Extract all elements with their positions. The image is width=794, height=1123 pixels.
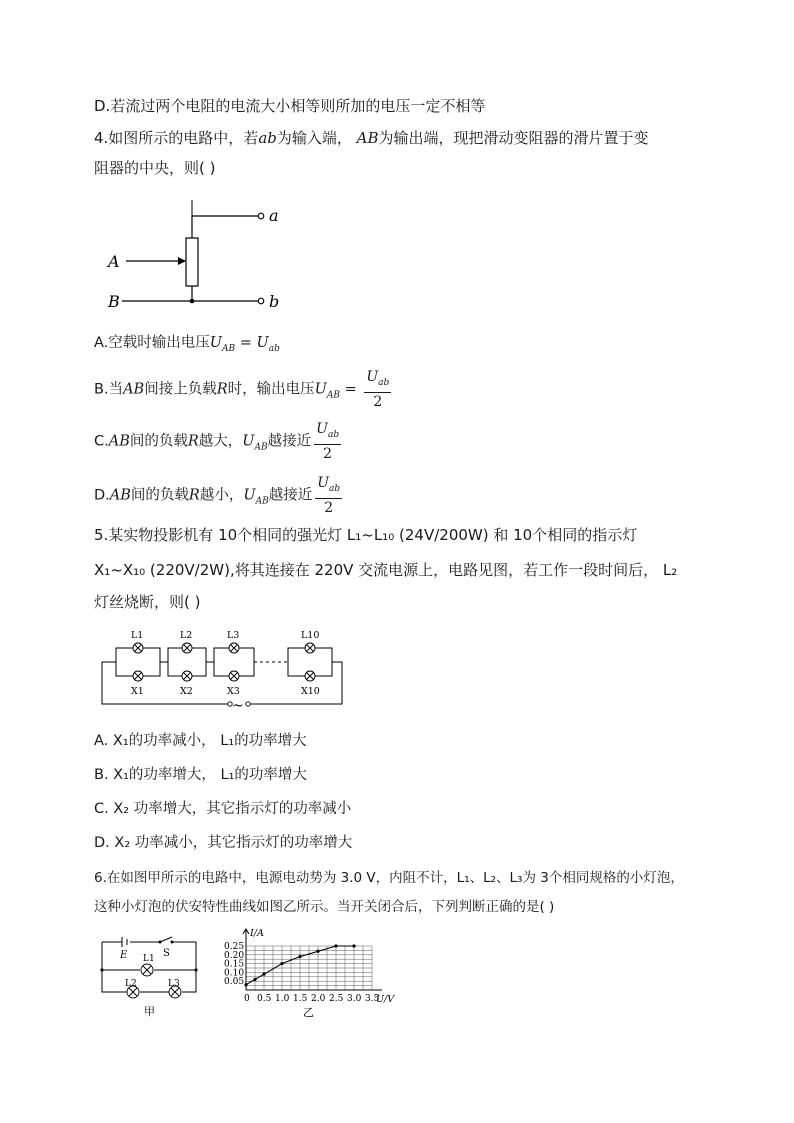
data-point xyxy=(352,944,355,947)
q5-stem-line3: 灯丝烧断，则( ) xyxy=(94,593,201,611)
q5-label-X10: X10 xyxy=(301,686,320,697)
q5-stem-line2: X₁~X₁₀ (220V/2W),将其连接在 220V 交流电源上，电路见图，若工作一段时间后， L₂ xyxy=(94,561,678,579)
q4-circuit-figure xyxy=(100,200,300,315)
q4-sub-ab: AB xyxy=(222,344,236,354)
q6-label-E: E xyxy=(120,950,128,961)
q5-label-X3: X3 xyxy=(227,686,240,697)
q4-sub-ab-lower: ab xyxy=(327,430,340,440)
q4-option-d-mid: 间的负载 xyxy=(130,487,189,504)
q4-fraction xyxy=(315,474,342,517)
q4-option-d xyxy=(94,474,342,517)
q6-iv-chart xyxy=(222,928,402,1023)
q4-stem-line1 xyxy=(94,128,649,148)
data-point xyxy=(253,978,256,981)
q3-option-d: D.若流过两个电阻的电流大小相等则所加的电压一定不相等 xyxy=(94,97,486,115)
data-point xyxy=(280,962,283,965)
q5-terminal-right xyxy=(246,702,250,706)
data-point xyxy=(262,973,265,976)
x-tick-label: 0.5 xyxy=(257,994,272,1004)
y-tick-label: 0.05 xyxy=(224,977,245,988)
q4-R-symbol: R xyxy=(188,487,200,504)
x-tick-label: 0 xyxy=(244,994,250,1004)
q4-u-symbol: U xyxy=(317,475,330,491)
y-axis-label: I/A xyxy=(250,928,264,939)
q4-sub-ab-lower: ab xyxy=(329,484,341,494)
data-point xyxy=(316,950,319,953)
q4-stem-part3: 为输出端，现把滑动变阻器的滑片置于变 xyxy=(378,129,649,147)
q4-u-symbol: U xyxy=(243,487,256,504)
y-tick-label: 0.20 xyxy=(224,950,245,961)
q5-label-X1: X1 xyxy=(131,686,144,697)
q4-R-symbol: R xyxy=(216,381,228,398)
x-tick-label: 3.0 xyxy=(347,994,362,1004)
q4-u-symbol: U xyxy=(366,369,379,385)
q4-AB-symbol: AB xyxy=(109,487,131,504)
q4-stem-part2: 为输入端， xyxy=(276,129,352,147)
q4-option-c xyxy=(94,420,341,463)
y-tick-label: 0.10 xyxy=(224,968,245,979)
q4-u-symbol: U xyxy=(242,433,255,450)
q5-stem-line1: 5.某实物投影机有 10个相同的强光灯 L₁~L₁₀ (24V/200W) 和 10个相同的指示灯 xyxy=(94,526,638,544)
q4-fraction xyxy=(364,368,391,411)
q6-circuit-jia xyxy=(98,934,208,1022)
q4-option-c-mid2: 越大， xyxy=(198,433,243,450)
x-tick-label: 3.5 xyxy=(365,994,380,1004)
q4-AB-symbol: AB xyxy=(123,381,145,398)
q5-label-L2: L2 xyxy=(180,630,193,641)
data-point xyxy=(244,983,247,986)
q4-u-symbol: U xyxy=(256,335,269,351)
q4-denominator: 2 xyxy=(324,500,334,516)
q4-approach-text: 越接近 xyxy=(268,487,313,504)
q4-approach-text: 越接近 xyxy=(267,433,312,450)
y-tick-label: 0.25 xyxy=(224,942,245,952)
q5-circuit-figure xyxy=(98,628,358,716)
q4-sub-ab: AB xyxy=(255,496,269,507)
q6-label-S: S xyxy=(163,948,170,959)
q5-option-b: B. X₁的功率增大， L₁的功率增大 xyxy=(94,767,307,783)
q4-label-A: A xyxy=(108,252,120,271)
q4-equals: = xyxy=(235,335,257,351)
q4-sub-ab: AB xyxy=(254,442,268,453)
q4-fraction xyxy=(314,420,341,463)
q4-option-b-mid: 间接上负载 xyxy=(144,381,217,398)
q4-terminal-b xyxy=(258,298,264,304)
data-point xyxy=(298,955,301,958)
q4-option-a xyxy=(94,333,280,359)
q4-option-a-text: A.空载时输出电压 xyxy=(94,335,210,351)
q5-option-c: C. X₂ 功率增大，其它指示灯的功率减小 xyxy=(94,801,352,817)
q4-option-b xyxy=(94,368,391,411)
x-tick-label: 2.5 xyxy=(329,994,344,1004)
q4-option-b-text: B.当 xyxy=(94,381,124,398)
q5-ac-source: ~ xyxy=(232,698,244,714)
q4-u-symbol: U xyxy=(314,381,327,398)
q6-label-L1: L1 xyxy=(143,954,155,964)
q4-denominator: 2 xyxy=(373,394,383,410)
q4-option-d-text: D. xyxy=(94,487,110,504)
x-tick-label: 1.0 xyxy=(275,994,290,1004)
q4-u-symbol: U xyxy=(316,421,328,437)
q4-AB-symbol: AB xyxy=(356,129,379,147)
q4-label-b: b xyxy=(269,292,280,311)
q4-ab-symbol: ab xyxy=(258,129,277,147)
q4-terminal-a xyxy=(258,213,264,219)
q4-equals: = xyxy=(339,381,362,398)
q4-sub-ab-lower: ab xyxy=(378,378,390,388)
q4-AB-symbol: AB xyxy=(108,433,130,450)
q6-caption-jia: 甲 xyxy=(144,1005,155,1018)
q4-R-symbol: R xyxy=(187,433,199,450)
q5-label-L10: L10 xyxy=(301,630,320,641)
q4-option-c-mid: 间的负载 xyxy=(129,433,188,450)
q5-label-L3: L3 xyxy=(227,630,240,641)
y-tick-label: 0.15 xyxy=(224,959,245,970)
q5-option-d: D. X₂ 功率减小，其它指示灯的功率增大 xyxy=(94,835,353,851)
q4-denominator: 2 xyxy=(323,446,333,462)
q4-option-c-text: C. xyxy=(94,433,109,450)
q6-stem-line2: 这种小灯泡的伏安特性曲线如图乙所示。当开关闭合后，下列判断正确的是( ) xyxy=(94,899,555,915)
q4-option-b-mid2: 时，输出电压 xyxy=(227,381,315,398)
q4-label-B: B xyxy=(108,292,120,311)
x-axis-label: U/V xyxy=(376,994,395,1005)
q4-stem-part1: 4.如图所示的电路中，若 xyxy=(94,129,259,147)
q6-stem-line1: 6.在如图甲所示的电路中，电源电动势为 3.0 V，内阻不计，L₁、L₂、L₃为 3个相同规格的小灯泡， xyxy=(94,870,684,886)
q5-label-L1: L1 xyxy=(131,630,144,641)
q6-caption-yi: 乙 xyxy=(303,1006,314,1019)
q4-junction-dot xyxy=(190,299,195,304)
q4-sub-ab: AB xyxy=(326,390,340,401)
q6-label-L2: L2 xyxy=(125,979,137,989)
data-point xyxy=(334,944,337,947)
q4-label-a: a xyxy=(269,206,279,225)
q4-sub-ab-lower: ab xyxy=(268,344,280,354)
q4-stem-line2: 阻器的中央，则( ) xyxy=(94,159,216,177)
q5-label-X2: X2 xyxy=(180,686,193,697)
x-tick-label: 1.5 xyxy=(293,994,308,1004)
q5-option-a: A. X₁的功率减小， L₁的功率增大 xyxy=(94,733,307,749)
q5-outer-loop xyxy=(102,662,342,704)
q4-option-d-mid2: 越小， xyxy=(199,487,244,504)
q4-resistor xyxy=(186,238,198,286)
q6-label-L3: L3 xyxy=(168,979,180,989)
x-tick-label: 2.0 xyxy=(311,994,326,1004)
q4-u-symbol: U xyxy=(209,335,223,351)
